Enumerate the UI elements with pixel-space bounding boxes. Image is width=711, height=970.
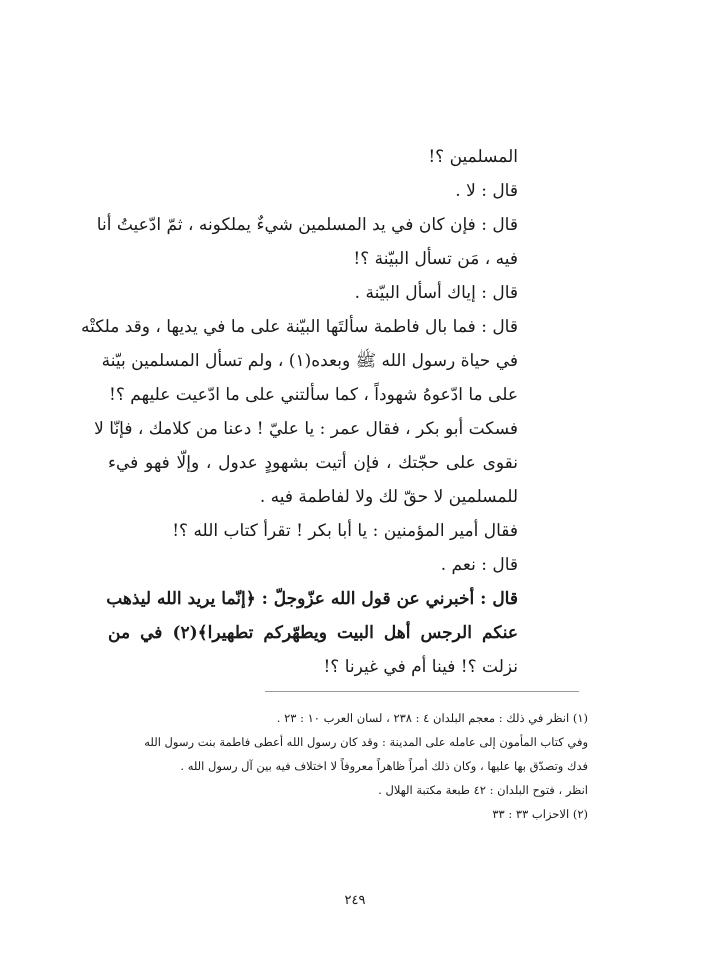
text-line: قال : لا . <box>455 181 518 201</box>
text-line: فيه ، مَن تسأل البيّنة ؟! <box>353 249 518 269</box>
footnotes <box>108 706 588 826</box>
footnote-line: وفي كتاب المأمون إلى عامله على المدينة : وقد كان رسول الله أعطى فاطمة بنت رسول الله <box>144 735 588 749</box>
main-text <box>80 140 518 684</box>
text-line: على ما ادّعوهُ شهوداً ، كما سألتني على ما ادّعيت عليهم ؟! <box>109 385 518 405</box>
text-line: قال : فما بال فاطمة سألتَها البيّنة على ما في يديها ، وقد ملكتْه <box>80 317 518 337</box>
footnote-line: انظر ، فتوح البلدان : ٤٢ طبعة مكتبة الهلال . <box>378 783 588 797</box>
text-line: للمسلمين لا حقّ لك ولا لفاطمة فيه . <box>259 487 518 507</box>
text-line: في حياة رسول الله ﷺ وبعده(١) ، ولم تسأل المسلمين بيّنة <box>101 351 518 371</box>
text-line: نقوى على حجّتك ، فإن أتيت بشهودٍ عدول ، وإلّا فهو فيء <box>108 453 518 473</box>
footnote-separator <box>265 691 579 692</box>
footnote-line: (٢) الاحزاب ٣٣ : ٣٣ <box>492 807 588 821</box>
page-number: ٢٤٩ <box>344 893 366 908</box>
footnote-line: فدك وتصدّق بها عليها ، وكان ذلك أمراً ظاهراً معروفاً لا اختلاف فيه بين آل رسول الله . <box>180 759 588 773</box>
text-line: فسكت أبو بكر ، فقال عمر : يا عليّ ! دعنا من كلامك ، فإنّا لا <box>94 419 518 439</box>
text-line: فقال أمير المؤمنين : يا أبا بكر ! تقرأ كتاب الله ؟! <box>172 521 518 541</box>
text-line: قال : نعم . <box>440 555 518 575</box>
footnote-line: (١) انظر في ذلك : معجم البلدان ٤ : ٢٣٨ ، لسان العرب ١٠ : ٢٣ . <box>276 711 588 725</box>
text-line: قال : إياك أسأل البيّنة . <box>354 283 518 303</box>
text-line: نزلت ؟! فينا أم في غيرنا ؟! <box>323 657 518 677</box>
quran-verse-line: قال : أخبرني عن قول الله عزّوجلّ : ﴿إنّما يريد الله ليذهب <box>106 589 518 609</box>
quran-verse-line: عنكم الرجس أهل البيت ويطهّركم تطهيرا﴾(٢) في من <box>108 623 518 643</box>
text-line: قال : فإن كان في يد المسلمين شيءٌ يملكونه ، ثمّ ادّعيتُ أنا <box>96 215 518 235</box>
text-line: المسلمين ؟! <box>428 147 518 167</box>
